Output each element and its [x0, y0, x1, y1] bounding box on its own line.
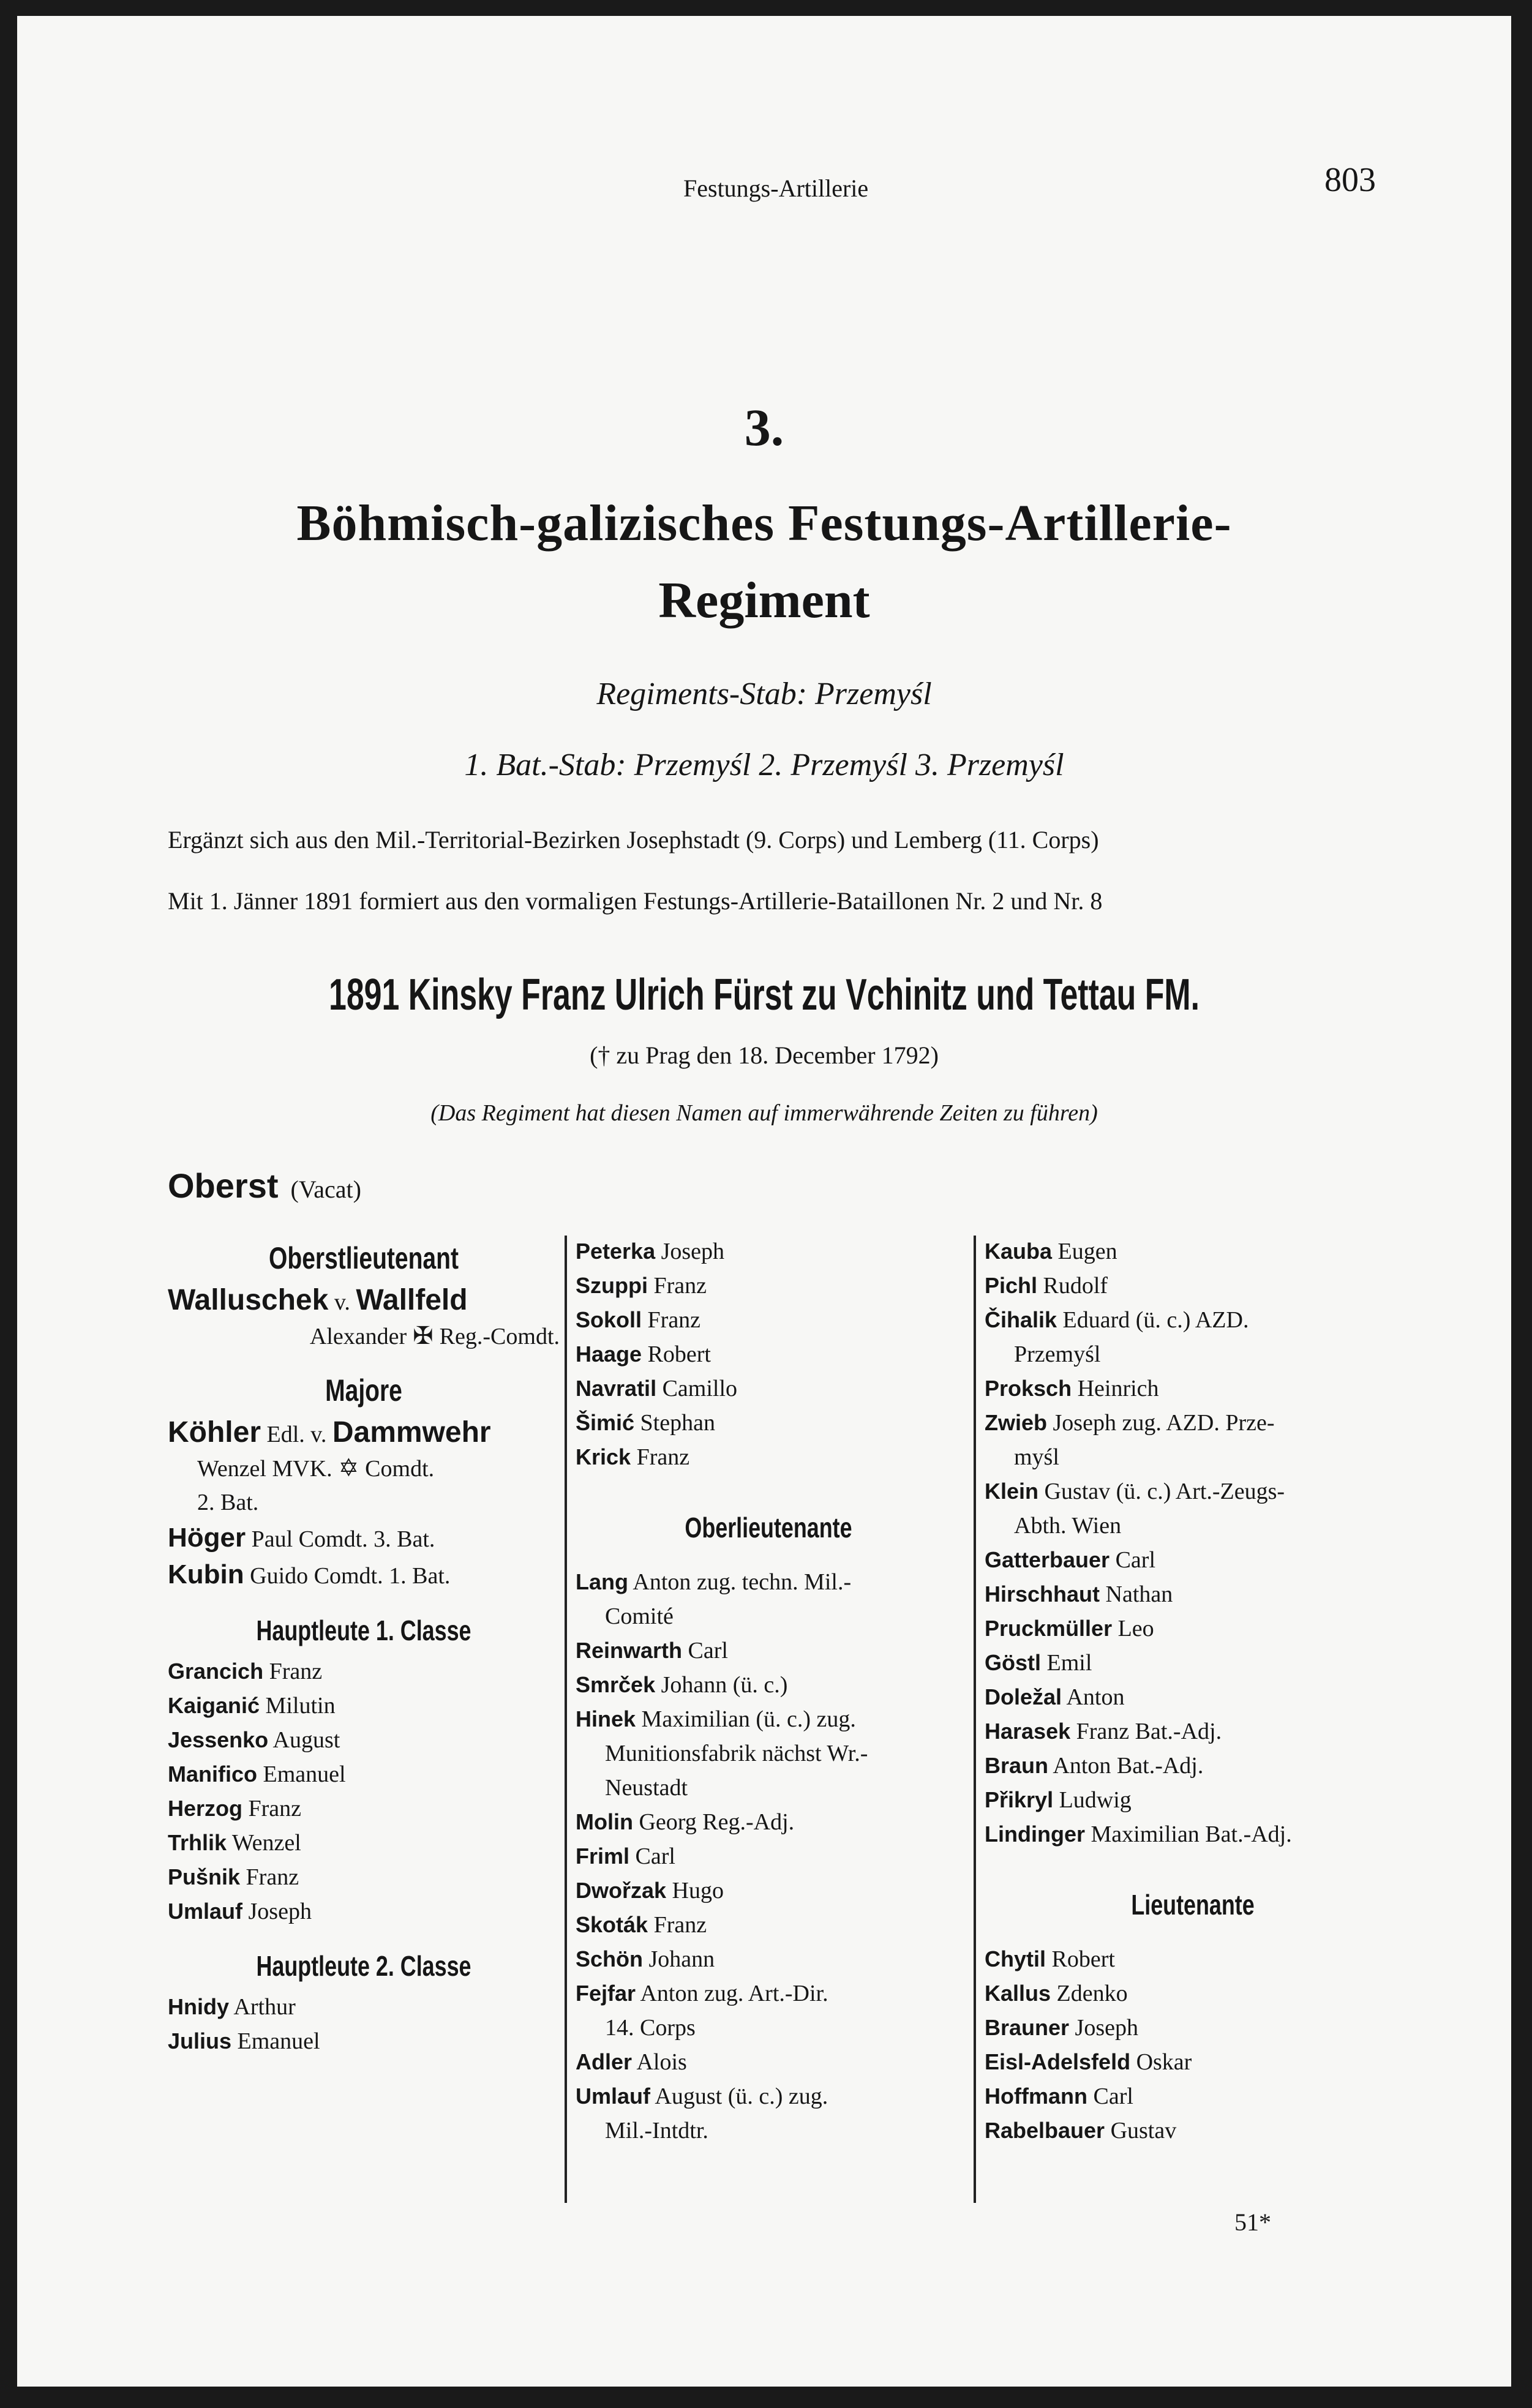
list-item	[168, 1689, 560, 1723]
column-3	[985, 1234, 1401, 2148]
entry-surname: Haage	[576, 1341, 642, 1367]
entry-detail: Nathan	[1105, 1581, 1173, 1607]
list-item	[576, 1406, 961, 1440]
regiment-title-line1: Böhmisch-galizisches Festungs-Artillerie-	[296, 495, 1232, 552]
list-item	[168, 1654, 560, 1689]
regiment-stab: Regiments-Stab: Przemyśl	[596, 677, 932, 711]
entry-detail: Maximilian (ü. c.) zug.	[641, 1706, 856, 1732]
regiment-title-line2: Regiment	[658, 572, 870, 629]
list-item	[168, 1990, 560, 2024]
entry-surname: Proksch	[985, 1376, 1072, 1401]
running-title: Festungs-Artillerie	[683, 174, 869, 202]
battalion-stab: 1. Bat.-Stab: Przemyśl 2. Przemyśl 3. Przemyśl	[464, 748, 1064, 782]
entry-detail: Eugen	[1057, 1239, 1117, 1264]
major1-detail-line	[168, 1451, 560, 1485]
list-item	[985, 1577, 1401, 1611]
entry-surname: Klein	[985, 1479, 1039, 1504]
lt-heading: Lieutenante	[1131, 1889, 1255, 1921]
lt-list	[985, 1942, 1401, 2148]
entry-surname: Dwořzak	[576, 1878, 667, 1903]
entry-surname: Kauba	[985, 1239, 1053, 1264]
list-item	[985, 1234, 1401, 1269]
entry-detail: Carl	[635, 1844, 675, 1869]
entry-surname: Reinwarth	[576, 1638, 683, 1663]
entry-surname: Adler	[576, 2049, 633, 2074]
list-item	[985, 1269, 1401, 1303]
entry-detail: Franz	[269, 1659, 323, 1684]
column-rule-left	[565, 1236, 567, 2203]
entry-surname: Šimić	[576, 1410, 635, 1435]
entry-detail: Alois	[636, 2049, 687, 2075]
entry-detail: August	[272, 1727, 340, 1753]
entry-surname: Chytil	[985, 1946, 1046, 1971]
list-item	[576, 1702, 961, 1736]
entry-detail: Johann (ü. c.)	[661, 1672, 788, 1698]
list-item-continuation: myśl	[1014, 1444, 1059, 1470]
column-1	[168, 1234, 560, 2058]
major1-firstname: Wenzel MVK.	[197, 1456, 332, 1482]
list-item	[576, 1805, 961, 1839]
entry-detail: Ludwig	[1059, 1787, 1132, 1813]
list-item	[985, 2079, 1401, 2114]
major2-line	[168, 1520, 560, 1556]
list-item	[576, 2045, 961, 2079]
list-item	[985, 1749, 1401, 1783]
entry-detail: Anton	[1066, 1684, 1125, 1710]
majore-heading: Majore	[325, 1373, 402, 1408]
obstlt-heading: Oberstlieutenant	[269, 1241, 459, 1275]
list-item	[985, 1680, 1401, 1714]
entry-detail: Carl	[1093, 2084, 1133, 2109]
list-item	[168, 1791, 560, 1826]
list-item-continuation: Mil.-Intdtr.	[605, 2118, 708, 2144]
entry-detail: Hugo	[672, 1878, 724, 1904]
entry-surname: Herzog	[168, 1796, 243, 1821]
list-item	[168, 1723, 560, 1757]
entry-surname: Peterka	[576, 1239, 656, 1264]
list-item-continuation: Abth. Wien	[1014, 1513, 1122, 1539]
entry-detail: Franz	[647, 1307, 701, 1333]
list-item-continuation: Przemyśl	[1014, 1341, 1101, 1367]
entry-detail: Anton zug. Art.-Dir.	[640, 1981, 828, 2006]
list-item	[576, 1874, 961, 1908]
entry-surname: Friml	[576, 1844, 630, 1869]
entry-detail: Johann	[648, 1946, 715, 1972]
entry-detail: Franz	[246, 1864, 299, 1890]
entry-surname: Manifico	[168, 1761, 258, 1787]
entry-surname: Zwieb	[985, 1410, 1048, 1435]
list-item	[576, 1565, 961, 1599]
owner-death-note: († zu Prag den 18. December 1792)	[590, 1041, 939, 1069]
entry-detail: Robert	[647, 1341, 711, 1367]
obstlt-detail-line	[168, 1319, 560, 1353]
obstlt-function: Reg.-Comdt.	[439, 1324, 560, 1349]
entry-detail: Camillo	[662, 1376, 738, 1401]
entry-surname: Sokoll	[576, 1307, 642, 1332]
list-item	[576, 1337, 961, 1371]
entry-detail: Milutin	[265, 1693, 336, 1719]
list-item-continuation: Neustadt	[605, 1775, 688, 1801]
entry-surname: Trhlik	[168, 1830, 227, 1855]
entry-surname: Hoffmann	[985, 2084, 1087, 2109]
entry-detail: Emanuel	[263, 1761, 346, 1787]
list-item	[168, 1757, 560, 1791]
entry-detail: Gustav	[1110, 2118, 1177, 2144]
list-item	[985, 1474, 1401, 1509]
list-item	[985, 1371, 1401, 1406]
entry-detail: Franz	[248, 1796, 302, 1821]
entry-detail: Carl	[688, 1638, 728, 1663]
ergaenzung-text: Ergänzt sich aus den Mil.-Territorial-Bezirken Josephstadt (9. Corps) und Lemberg (11. Corps)	[168, 826, 1099, 853]
entry-surname: Pruckmüller	[985, 1616, 1113, 1641]
obstlt-name-line	[168, 1282, 560, 1319]
list-item	[985, 1942, 1401, 1976]
list-item	[576, 1839, 961, 1874]
list-item	[985, 1976, 1401, 2011]
column-rule-right	[974, 1236, 976, 2203]
signature-mark: 51*	[1234, 2208, 1271, 2236]
list-item	[576, 2079, 961, 2114]
list-item	[576, 1908, 961, 1942]
entry-detail: Franz Bat.-Adj.	[1076, 1719, 1222, 1744]
entry-detail: Franz	[653, 1912, 707, 1938]
entry-surname: Přikryl	[985, 1787, 1054, 1812]
major1-surname: Köhler	[168, 1416, 261, 1449]
entry-surname: Skoták	[576, 1912, 648, 1937]
major2-surname: Höger	[168, 1523, 246, 1553]
entry-surname: Lindinger	[985, 1821, 1085, 1847]
entry-detail: Rudolf	[1043, 1273, 1108, 1299]
list-item	[985, 1303, 1401, 1337]
regiment-owner: 1891 Kinsky Franz Ulrich Fürst zu Vchinitz und Tettau FM.	[329, 970, 1200, 1019]
list-item	[576, 1303, 961, 1337]
oblt-continued-list	[985, 1543, 1401, 1851]
hptl1-list	[168, 1654, 560, 1929]
hptl1-heading: Hauptleute 1. Classe	[256, 1615, 471, 1646]
entry-surname: Gatterbauer	[985, 1547, 1110, 1572]
regiment-number: 3.	[744, 398, 784, 457]
entry-detail: Joseph zug. AZD. Prze-	[1053, 1410, 1275, 1436]
list-item	[576, 1976, 961, 2011]
entry-detail: Zdenko	[1056, 1981, 1128, 2006]
hptl2-heading: Hauptleute 2. Classe	[256, 1950, 471, 1982]
list-item	[168, 1826, 560, 1860]
entry-surname: Navratil	[576, 1376, 657, 1401]
entry-detail: Stephan	[640, 1410, 715, 1436]
entry-surname: Harasek	[985, 1719, 1071, 1744]
entry-surname: Molin	[576, 1809, 633, 1834]
entry-surname: Kallus	[985, 1981, 1051, 2006]
medal-icon: ✡	[338, 1454, 359, 1482]
hptl2-continued-list	[576, 1234, 961, 1474]
list-item	[985, 1783, 1401, 1817]
hptl2-list	[168, 1990, 560, 2058]
list-item	[576, 1633, 961, 1668]
major3-line	[168, 1556, 560, 1593]
entry-detail: Leo	[1117, 1616, 1154, 1641]
entry-surname: Pušnik	[168, 1864, 241, 1889]
major1-particle: Edl. v.	[266, 1422, 327, 1447]
list-item	[168, 2024, 560, 2058]
list-item	[576, 1234, 961, 1269]
entry-detail: Georg Reg.-Adj.	[639, 1809, 795, 1835]
list-item	[985, 1543, 1401, 1577]
entry-surname: Smrček	[576, 1672, 656, 1697]
page-number: 803	[1324, 161, 1376, 199]
entry-surname: Hinek	[576, 1706, 636, 1731]
entry-surname: Lang	[576, 1569, 628, 1594]
military-order-icon: ✠	[413, 1322, 434, 1349]
list-item-continuation: Comité	[605, 1603, 674, 1629]
list-item	[168, 1894, 560, 1929]
oblt-heading: Oberlieutenante	[685, 1512, 852, 1543]
list-item	[985, 1406, 1401, 1440]
formation-text: Mit 1. Jänner 1891 formiert aus den vormaligen Festungs-Artillerie-Bataillonen Nr. 2 und Nr. 8	[168, 887, 1103, 915]
entry-detail: Joseph	[1075, 2015, 1138, 2041]
entry-surname: Eisl-Adelsfeld	[985, 2049, 1131, 2074]
entry-detail: Emil	[1046, 1650, 1092, 1676]
entry-detail: Franz	[636, 1444, 690, 1470]
entry-detail: Oskar	[1136, 2049, 1192, 2075]
list-item	[576, 1269, 961, 1303]
oberst-entry	[168, 1166, 361, 1206]
entry-detail: Arthur	[233, 1994, 296, 2020]
entry-surname: Brauner	[985, 2015, 1070, 2040]
entry-detail: Anton zug. techn. Mil.-	[633, 1569, 852, 1595]
list-item	[576, 1668, 961, 1702]
entry-detail: Anton Bat.-Adj.	[1053, 1753, 1204, 1779]
entry-detail: Robert	[1051, 1946, 1115, 1972]
major1-function: Comdt.	[365, 1456, 435, 1482]
entry-surname: Schön	[576, 1946, 644, 1971]
list-item	[985, 1817, 1401, 1851]
list-item	[576, 1371, 961, 1406]
major3-surname: Kubin	[168, 1559, 244, 1589]
entry-surname: Szuppi	[576, 1273, 648, 1298]
entry-surname: Jessenko	[168, 1727, 269, 1752]
obstlt-particle: v.	[334, 1289, 350, 1315]
list-item	[985, 1646, 1401, 1680]
entry-surname: Braun	[985, 1753, 1049, 1778]
entry-detail: Maximilian Bat.-Adj.	[1091, 1821, 1292, 1847]
entry-detail: Joseph	[661, 1239, 725, 1264]
entry-surname: Fejfar	[576, 1981, 636, 2006]
list-item	[985, 1611, 1401, 1646]
entry-detail: Wenzel	[231, 1830, 301, 1856]
entry-surname: Umlauf	[168, 1899, 243, 1924]
entry-surname: Pichl	[985, 1273, 1038, 1298]
major3-detail: Guido Comdt. 1. Bat.	[250, 1563, 451, 1589]
oberst-label: Oberst	[168, 1166, 279, 1205]
obstlt-surname: Walluschek	[168, 1284, 329, 1316]
entry-detail: August (ü. c.) zug.	[655, 2084, 828, 2109]
entry-detail: Emanuel	[237, 2028, 320, 2054]
list-item-continuation: Munitionsfabrik nächst Wr.-	[605, 1741, 868, 1766]
entry-surname: Krick	[576, 1444, 631, 1469]
entry-surname: Čihalik	[985, 1307, 1057, 1332]
entry-surname: Grancich	[168, 1659, 264, 1684]
entry-surname: Rabelbauer	[985, 2118, 1105, 2143]
entry-surname: Julius	[168, 2028, 232, 2054]
list-item	[985, 2114, 1401, 2148]
major1-name-line	[168, 1414, 560, 1451]
obstlt-firstname: Alexander	[309, 1324, 407, 1349]
entry-detail: Eduard (ü. c.) AZD.	[1062, 1307, 1249, 1333]
entry-surname: Umlauf	[576, 2084, 651, 2109]
entry-detail: Franz	[653, 1273, 707, 1299]
entry-detail: Gustav (ü. c.) Art.-Zeugs-	[1044, 1479, 1285, 1504]
entry-surname: Kaiganić	[168, 1693, 260, 1718]
column-2	[576, 1234, 961, 2148]
entry-surname: Doležal	[985, 1684, 1062, 1709]
list-item	[985, 1714, 1401, 1749]
list-item	[985, 2011, 1401, 2045]
entry-detail: Heinrich	[1077, 1376, 1159, 1401]
oberst-value: (Vacat)	[290, 1176, 361, 1203]
list-item-continuation: 14. Corps	[605, 2015, 696, 2041]
obstlt-predicate: Wallfeld	[356, 1284, 468, 1316]
entry-surname: Hnidy	[168, 1994, 230, 2019]
major1-battalion: 2. Bat.	[197, 1490, 259, 1515]
document-page	[17, 16, 1511, 2387]
list-item	[985, 2045, 1401, 2079]
major2-detail: Paul Comdt. 3. Bat.	[251, 1526, 435, 1552]
name-note: (Das Regiment hat diesen Namen auf immerwährende Zeiten zu führen)	[430, 1100, 1098, 1126]
entry-surname: Hirschhaut	[985, 1581, 1100, 1607]
list-item	[576, 1942, 961, 1976]
list-item	[168, 1860, 560, 1894]
list-item	[576, 1440, 961, 1474]
entry-surname: Göstl	[985, 1650, 1042, 1675]
entry-detail: Carl	[1115, 1547, 1156, 1573]
entry-detail: Joseph	[248, 1899, 312, 1924]
major1-predicate: Dammwehr	[332, 1416, 491, 1449]
